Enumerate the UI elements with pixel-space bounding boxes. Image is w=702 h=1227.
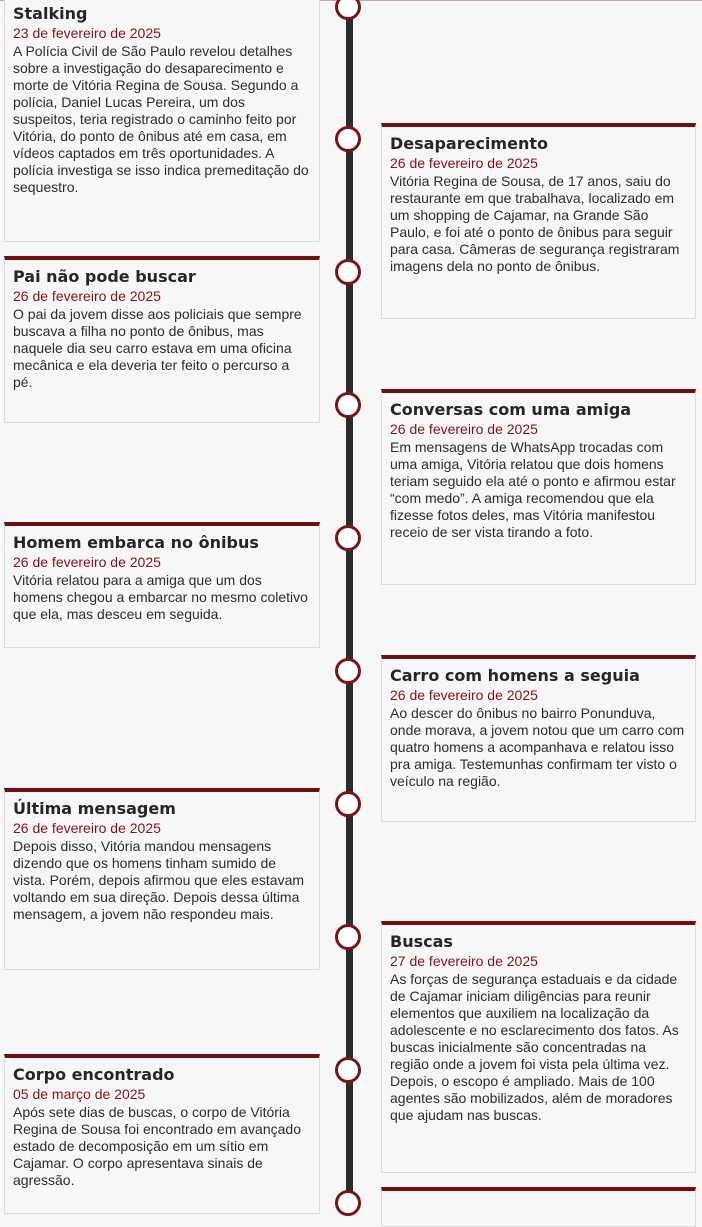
event-description: Em mensagens de WhatsApp trocadas com uma amiga, Vitória relatou que dois homens teriam seguido ela até o ponto e afirmou estar “com medo”. A amiga recomendou que ela fizesse fotos deles, mas Vitória manifestou receio de ser vista tirando a foto. (390, 439, 676, 540)
event-title: Pai não pode buscar (13, 267, 196, 286)
event-description: As forças de segurança estaduais e da cidade de Cajamar iniciam diligências para reunir elementos que auxiliem na localização da adolescente e no esclarecimento dos fatos. As buscas inicialmente são concentradas na região onde a jovem foi vista pela última vez. Depois, o escopo é ampliado. Mais de 100 agentes são mobilizados, além de moradores que ajudam nas buscas. (390, 971, 679, 1123)
timeline-event-card (4, 788, 320, 970)
event-date: 26 de fevereiro de 2025 (13, 554, 161, 570)
event-description: Ao descer do ônibus no bairro Ponunduva, onde morava, a jovem notou que um carro com quatro homens a acompanhava e relatou isso pra amiga. Testemunhas confirmam ter visto o veículo na região. (390, 705, 685, 789)
event-date: 26 de fevereiro de 2025 (13, 820, 161, 836)
event-date: 27 de fevereiro de 2025 (390, 953, 538, 969)
timeline-event-card-partial (381, 1187, 696, 1227)
event-title: Carro com homens a seguia (390, 666, 640, 685)
event-title: Conversas com uma amiga (390, 400, 632, 419)
event-date: 23 de fevereiro de 2025 (13, 25, 161, 41)
timeline-axis (346, 0, 353, 1200)
event-title: Corpo encontrado (13, 1065, 175, 1084)
timeline-marker (335, 1190, 361, 1216)
event-title: Desaparecimento (390, 134, 548, 153)
timeline-marker (335, 525, 361, 551)
event-title: Homem embarca no ônibus (13, 533, 259, 552)
timeline-marker (335, 0, 361, 20)
event-date: 26 de fevereiro de 2025 (13, 288, 161, 304)
event-date: 26 de fevereiro de 2025 (390, 155, 538, 171)
timeline-event-card (4, 1054, 320, 1214)
event-description: Depois disso, Vitória mandou mensagens dizendo que os homens tinham sumido de vista. Porém, depois afirmou que eles estavam voltando em sua direção. Depois dessa última mensagem, a jovem não respondeu mais. (13, 838, 305, 922)
event-date: 26 de fevereiro de 2025 (390, 687, 538, 703)
timeline-marker (335, 126, 361, 152)
event-description: Vitória Regina de Sousa, de 17 anos, saiu do restaurante em que trabalhava, localizado em um shopping de Cajamar, na Grande São Paulo, e foi até o ponto de ônibus para seguir para casa. Câmeras de segurança registraram imagens dela no ponto de ônibus. (390, 173, 680, 274)
timeline-event-card (381, 123, 696, 319)
timeline-event-card (381, 921, 696, 1173)
event-title: Buscas (390, 932, 453, 951)
timeline-marker (335, 791, 361, 817)
timeline-event-card (381, 389, 696, 585)
timeline-event-card (381, 655, 696, 822)
event-title: Última mensagem (13, 799, 176, 818)
event-date: 26 de fevereiro de 2025 (390, 421, 538, 437)
event-title: Stalking (13, 4, 88, 23)
timeline-event-card (4, 0, 320, 242)
timeline-marker (335, 658, 361, 684)
event-description: Após sete dias de buscas, o corpo de Vitória Regina de Sousa foi encontrado em avançado estado de decomposição em um sítio em Cajamar. O corpo apresentava sinais de agressão. (13, 1104, 301, 1188)
event-date: 05 de março de 2025 (13, 1086, 146, 1102)
event-description: Vitória relatou para a amiga que um dos homens chegou a embarcar no mesmo coletivo que ela, mas desceu em seguida. (13, 572, 308, 622)
timeline-event-card (4, 256, 320, 423)
timeline-marker (335, 259, 361, 285)
timeline-marker (335, 924, 361, 950)
timeline-marker (335, 1057, 361, 1083)
timeline-event-card (4, 522, 320, 648)
event-description: O pai da jovem disse aos policiais que sempre buscava a filha no ponto de ônibus, mas naquele dia seu carro estava em uma oficina mecânica e ela deveria ter feito o percurso a pé. (13, 306, 302, 390)
timeline-marker (335, 392, 361, 418)
event-description: A Polícia Civil de São Paulo revelou detalhes sobre a investigação do desaparecimento e morte de Vitória Regina de Sousa. Segundo a polícia, Daniel Lucas Pereira, um dos suspeitos, teria registrado o caminho feito por Vitória, do ponto de ônibus até em casa, em vídeos captados em três oportunidades. A polícia investiga se isso indica premeditação do sequestro. (13, 43, 309, 195)
